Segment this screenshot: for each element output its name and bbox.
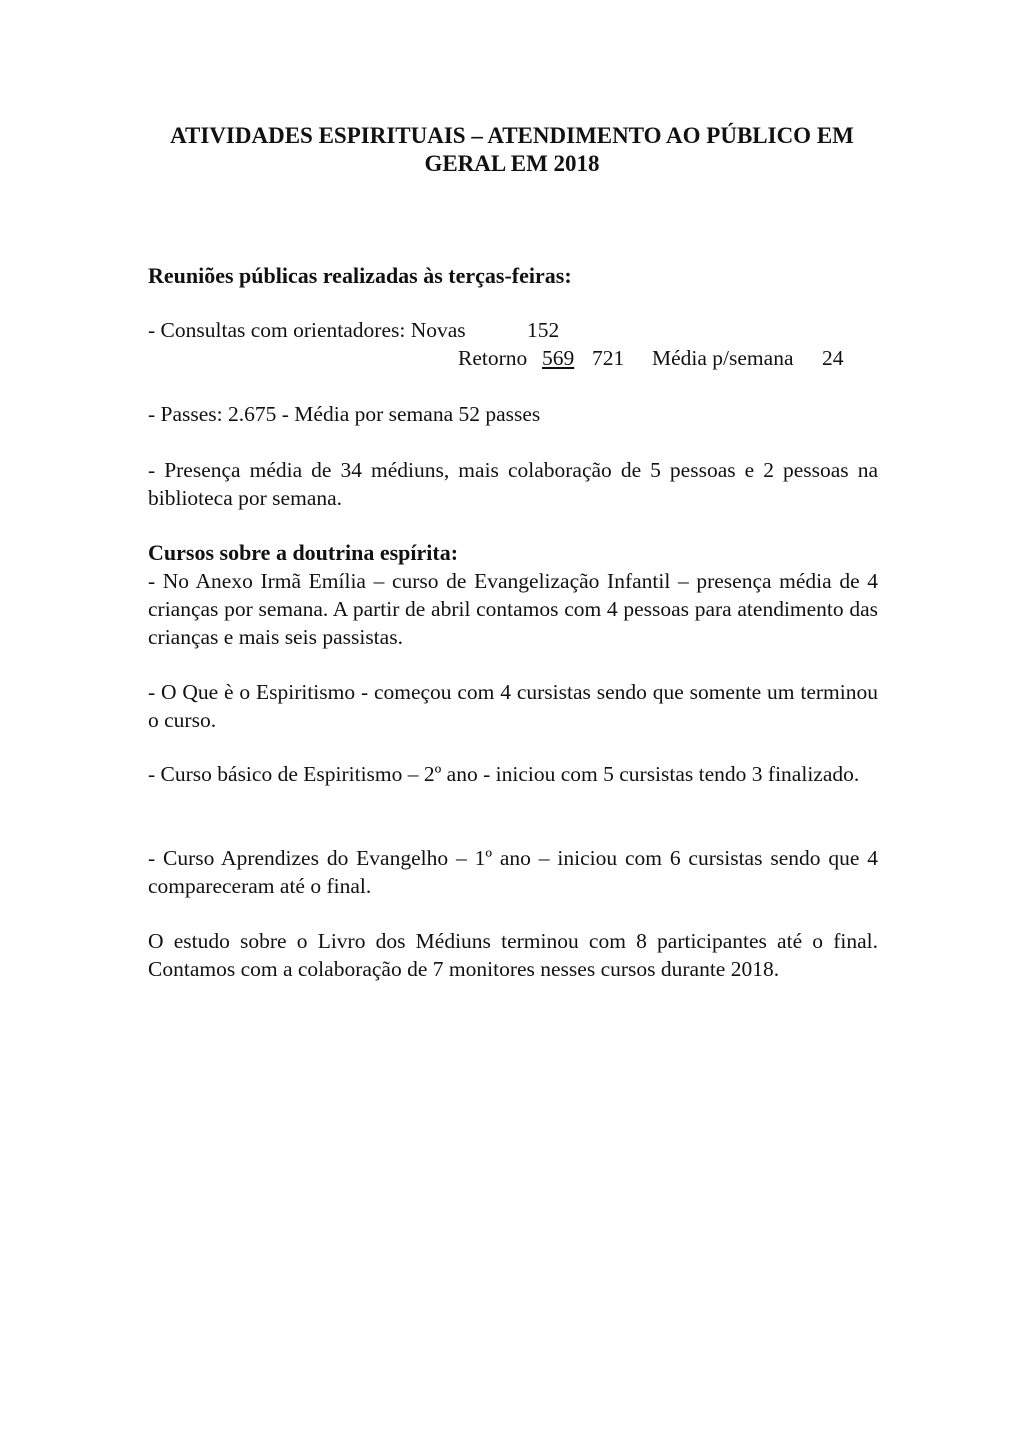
livro-mediuns-paragraph: O estudo sobre o Livro dos Médiuns terminou com 8 participantes até o final. Contamos com a colaboração de 7 monitores nesses cursos durante 2018. <box>148 929 878 981</box>
consultas-retorno-value: 569 <box>542 346 575 370</box>
consultas-media-value: 24 <box>822 346 844 370</box>
aprendizes-paragraph: - Curso Aprendizes do Evangelho – 1º ano – iniciou com 6 cursistas sendo que 4 compareceram até o final. <box>148 846 878 898</box>
consultas-media-label: Média p/semana <box>652 346 794 370</box>
o-que-e-paragraph: - O Que è o Espiritismo - começou com 4 cursistas sendo que somente um terminou o curso. <box>148 680 878 732</box>
consultas-retorno-label: Retorno <box>458 346 528 370</box>
consultas-total-value: 721 <box>592 346 625 370</box>
consultas-label: - Consultas com orientadores: Novas <box>148 318 466 342</box>
anexo-paragraph: - No Anexo Irmã Emília – curso de Evangelização Infantil – presença média de 4 crianças por semana. A partir de abril contamos com 4 pessoas para atendimento das crianças e mais seis passistas. <box>148 569 878 649</box>
consultas-novas-value: 152 <box>527 318 560 342</box>
presenca-paragraph: - Presença média de 34 médiuns, mais colaboração de 5 pessoas e 2 pessoas na biblioteca por semana. <box>148 458 878 510</box>
document-title-line1: ATIVIDADES ESPIRITUAIS – ATENDIMENTO AO PÚBLICO EM <box>170 123 854 148</box>
section-heading-cursos: Cursos sobre a doutrina espírita: <box>148 540 459 565</box>
section-heading-reunioes: Reuniões públicas realizadas às terças-feiras: <box>148 263 572 288</box>
passes-line: - Passes: 2.675 - Média por semana 52 passes <box>148 402 541 426</box>
document-title-line2: GERAL EM 2018 <box>424 151 600 176</box>
curso-basico-paragraph: - Curso básico de Espiritismo – 2º ano - iniciou com 5 cursistas tendo 3 finalizado. <box>148 762 860 786</box>
